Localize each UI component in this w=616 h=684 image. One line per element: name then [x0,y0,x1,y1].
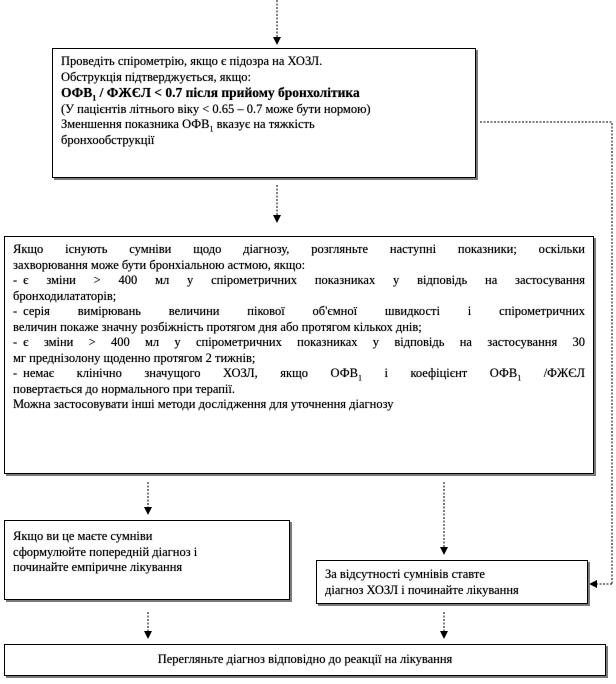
empirical-line-2: сформулюйте попередній діагноз і [13,544,198,559]
empirical-line-1: Якщо ви це маєте сумніви [13,529,153,543]
spirometry-criterion: $ОФВ_1$ / ФЖЄЛ < 0.7 після прийому бронхолітика [61,85,360,103]
doubt-empirical-box [4,520,290,600]
empirical-line-3: починайте емпіричне лікування [13,560,183,574]
spirometry-line-2: Обструкція підтверджується, якщо: [61,69,251,84]
no-doubt-box [316,560,588,604]
doubt-item-4: - немає клінічно значущого ХОЗЛ, якщо $ОФВ_1$ і коефіцієнт $ОФВ_1$ /ФЖЄЛ повертається до нормального при терапії. [13,366,585,396]
doubt-item-3: - є зміни > 400 мл у спірометричних показниках у відповідь на застосування 30 мг преднізолону щоденно протягом 2 тижнів; [13,335,585,365]
doubt-item-1: - є зміни > 400 мл у спірометричних показниках у відповідь на застосування бронходилататорів; [13,273,585,303]
spirometry-line-1: Проведіть спірометрію, якщо є підозра на ХОЗЛ. [61,54,323,68]
review-diagnosis-text: Перегляньте діагноз відповідно до реакції на лікування [157,652,453,666]
no-doubt-line-1: За відсутності сумнівів ставте [325,567,485,581]
spirometry-elderly-note: (У пацієнтів літнього віку < 0.65 – 0.7 може бути нормою) [61,101,371,116]
review-diagnosis-box [4,644,606,676]
doubt-intro-2: захворювання може бути бронхіальною астмою, якщо: [13,257,306,272]
diagnosis-doubt-box [4,236,594,474]
doubt-item-2: - серія вимірювань величини пікової об'ємної швидкості і спірометричних величин покаже значну розбіжність протягом дня або протягом кількох днів; [13,304,585,334]
doubt-intro-1: Якщо існують сумніви щодо діагнозу, розгляньте наступні показники; оскільки [13,242,585,256]
no-doubt-line-2: діагноз ХОЗЛ і починайте лікування [325,582,519,597]
spirometry-box [52,48,476,178]
spirometry-severity-line: Зменшення показника $ОФВ_1$ вказує на тяжкість [61,117,315,134]
spirometry-severity-line-2: бронхообструкції [61,132,155,147]
doubt-outro: Можна застосовувати інші методи дослідження для уточнення діагнозу [13,397,394,411]
